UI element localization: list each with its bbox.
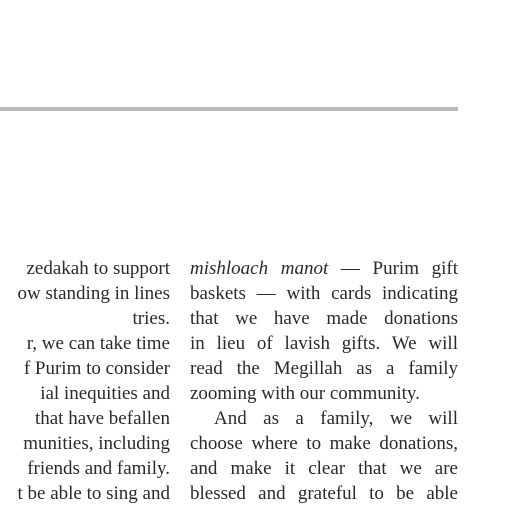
text-line: friends and family. xyxy=(27,458,170,479)
text-line: read the Megillah as a family xyxy=(190,358,458,379)
text-line: zedakah to support xyxy=(26,258,170,279)
text-line: and make it clear that we are xyxy=(190,458,458,479)
text-line: zooming with our community. xyxy=(190,383,420,404)
text-line: ial inequities and xyxy=(40,383,170,404)
text-line: that we have made donations xyxy=(190,308,458,329)
text-line: in lieu of lavish gifts. We will xyxy=(190,333,458,354)
text-line: r, we can take time xyxy=(26,333,170,354)
text-line xyxy=(190,257,458,281)
text-line: blessed and grateful to be able xyxy=(190,483,458,504)
text-line: f Purim to consider xyxy=(23,358,170,379)
text-line: munities, including xyxy=(23,433,170,454)
horizontal-divider xyxy=(0,107,458,111)
text-line: tries. xyxy=(132,308,170,329)
text-line: baskets — with cards indicating xyxy=(190,283,458,304)
text-line: ow standing in lines xyxy=(17,283,170,304)
text-line: choose where to make donations, xyxy=(190,433,458,454)
text-fragment: — Purim gift xyxy=(328,258,458,279)
text-line: that have befallen xyxy=(34,408,170,429)
text-line: And as a family, we will xyxy=(214,408,458,429)
italic-term: mishloach manot xyxy=(190,258,329,279)
text-line: t be able to sing and xyxy=(17,483,170,504)
